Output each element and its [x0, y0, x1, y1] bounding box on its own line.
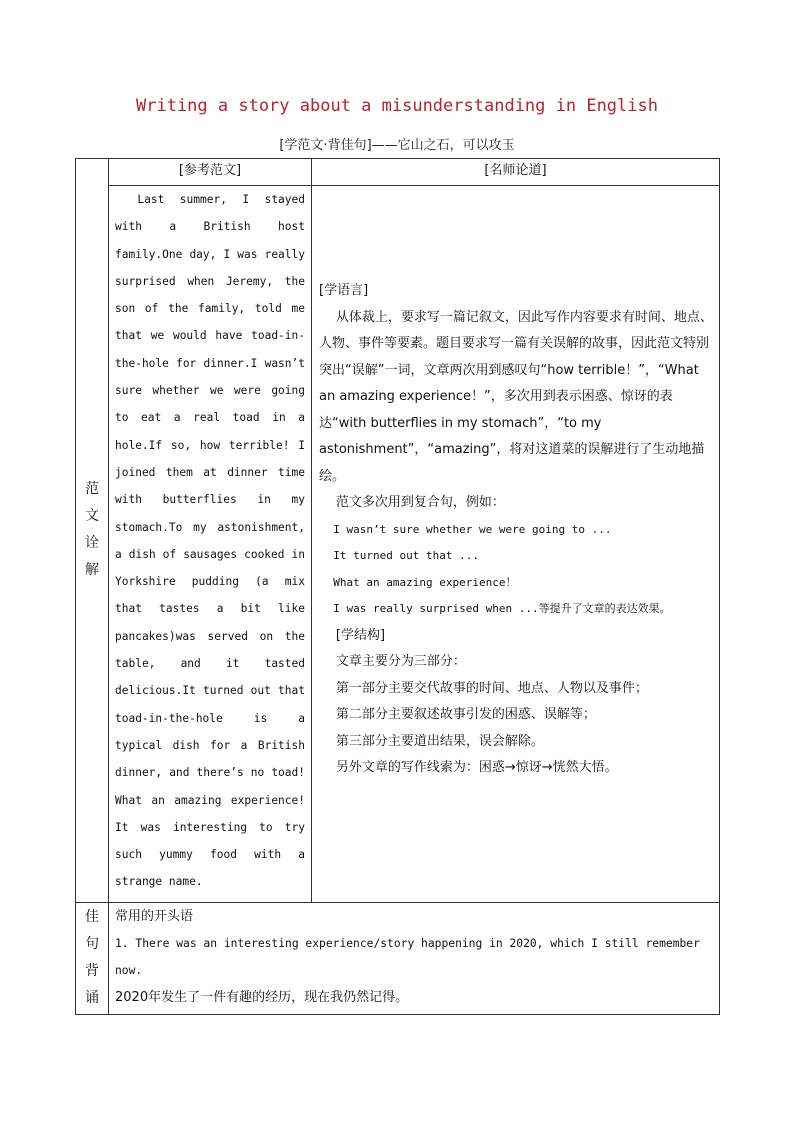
opening-heading: 常用的开头语 — [115, 908, 194, 924]
model-essay-text: Last summer, I stayed with a British host family.One day, I was really surprised when Jeremy, the son of the family, told me that we would have toad-in-the-hole for dinner.I wasn’t sure whether we were going to eat a real toad in a hole.If so, how terrible! I joined them at dinner time with butterflies in my stomach.To my astonishment, a dish of sausages cooked in Yorkshire pudding (a mix that tastes a bit like pancakes)was served on the table, and it tasted delicious.It turned out that toad-in-the-hole is a typical dish for a British dinner, and there’s no toad! What an amazing experience! It was interesting to try such yummy food with a strange name. — [115, 193, 305, 889]
complex-sentence-intro: 范文多次用到复合句，例如： — [335, 495, 505, 510]
essay-cell — [109, 186, 312, 903]
example-sentence-4: I was really surprised when ...等提升了文章的表达效果。 — [333, 602, 671, 615]
language-heading: [学语言] — [319, 283, 369, 298]
structure-intro: 文章主要分为三部分： — [335, 654, 466, 669]
language-paragraph: 从体裁上，要求写一篇记叙文，因此写作内容要求有时间、地点、人物、事件等要素。题目要求写一篇有关误解的故事，因此范文特别突出“误解”一词，文章两次用到感叹句“how terrible！”，“What an amazing experience！”，多次用到表示困惑、惊讶的表达“with butterflies in my stomach”，“to my astonishment”，“amazing”，将对这道菜的误解进行了生动地描绘。 — [319, 309, 713, 484]
side-label-recite: 佳句背诵 — [85, 909, 99, 1007]
model-essay — [109, 186, 311, 902]
side-label-explanation: 范文诠解 — [85, 481, 99, 579]
example-sentence-3: What an amazing experience！ — [333, 575, 517, 589]
teacher-notes — [312, 186, 719, 788]
notes-column-header: [名师论道] — [312, 159, 720, 186]
content-table — [75, 158, 720, 1015]
page-subtitle: [学范文·背佳句]——它山之石，可以攻玉 — [279, 138, 515, 153]
opening-translation-1: 2020年发生了一件有趣的经历，现在我仍然记得。 — [115, 990, 409, 1006]
example-sentence-2: It turned out that ... — [333, 549, 479, 562]
opening-sentence-1: 1. There was an interesting experience/story happening in 2020, which I still remember now. — [115, 936, 700, 978]
notes-cell — [312, 186, 720, 903]
example-sentence-1: I wasn’t sure whether we were going to ... — [333, 522, 612, 536]
opening-sentences — [109, 903, 719, 1014]
structure-part-2: 第二部分主要叙述故事引发的困惑、误解等； — [335, 707, 596, 722]
side-label-cell-2 — [76, 902, 109, 1014]
essay-column-header: [参考范文] — [109, 159, 312, 186]
structure-part-3: 第三部分主要道出结果，误会解除。 — [335, 733, 544, 749]
page-title: Writing a story about a misunderstanding in English — [136, 96, 658, 116]
bottom-cell — [109, 902, 720, 1014]
structure-heading: [学结构] — [335, 627, 386, 643]
structure-part-1: 第一部分主要交代故事的时间、地点、人物以及事件； — [335, 680, 648, 696]
side-label-cell — [76, 159, 109, 903]
writing-clue: 另外文章的写作线索为：困惑→惊讶→恍然大悟。 — [335, 760, 618, 775]
